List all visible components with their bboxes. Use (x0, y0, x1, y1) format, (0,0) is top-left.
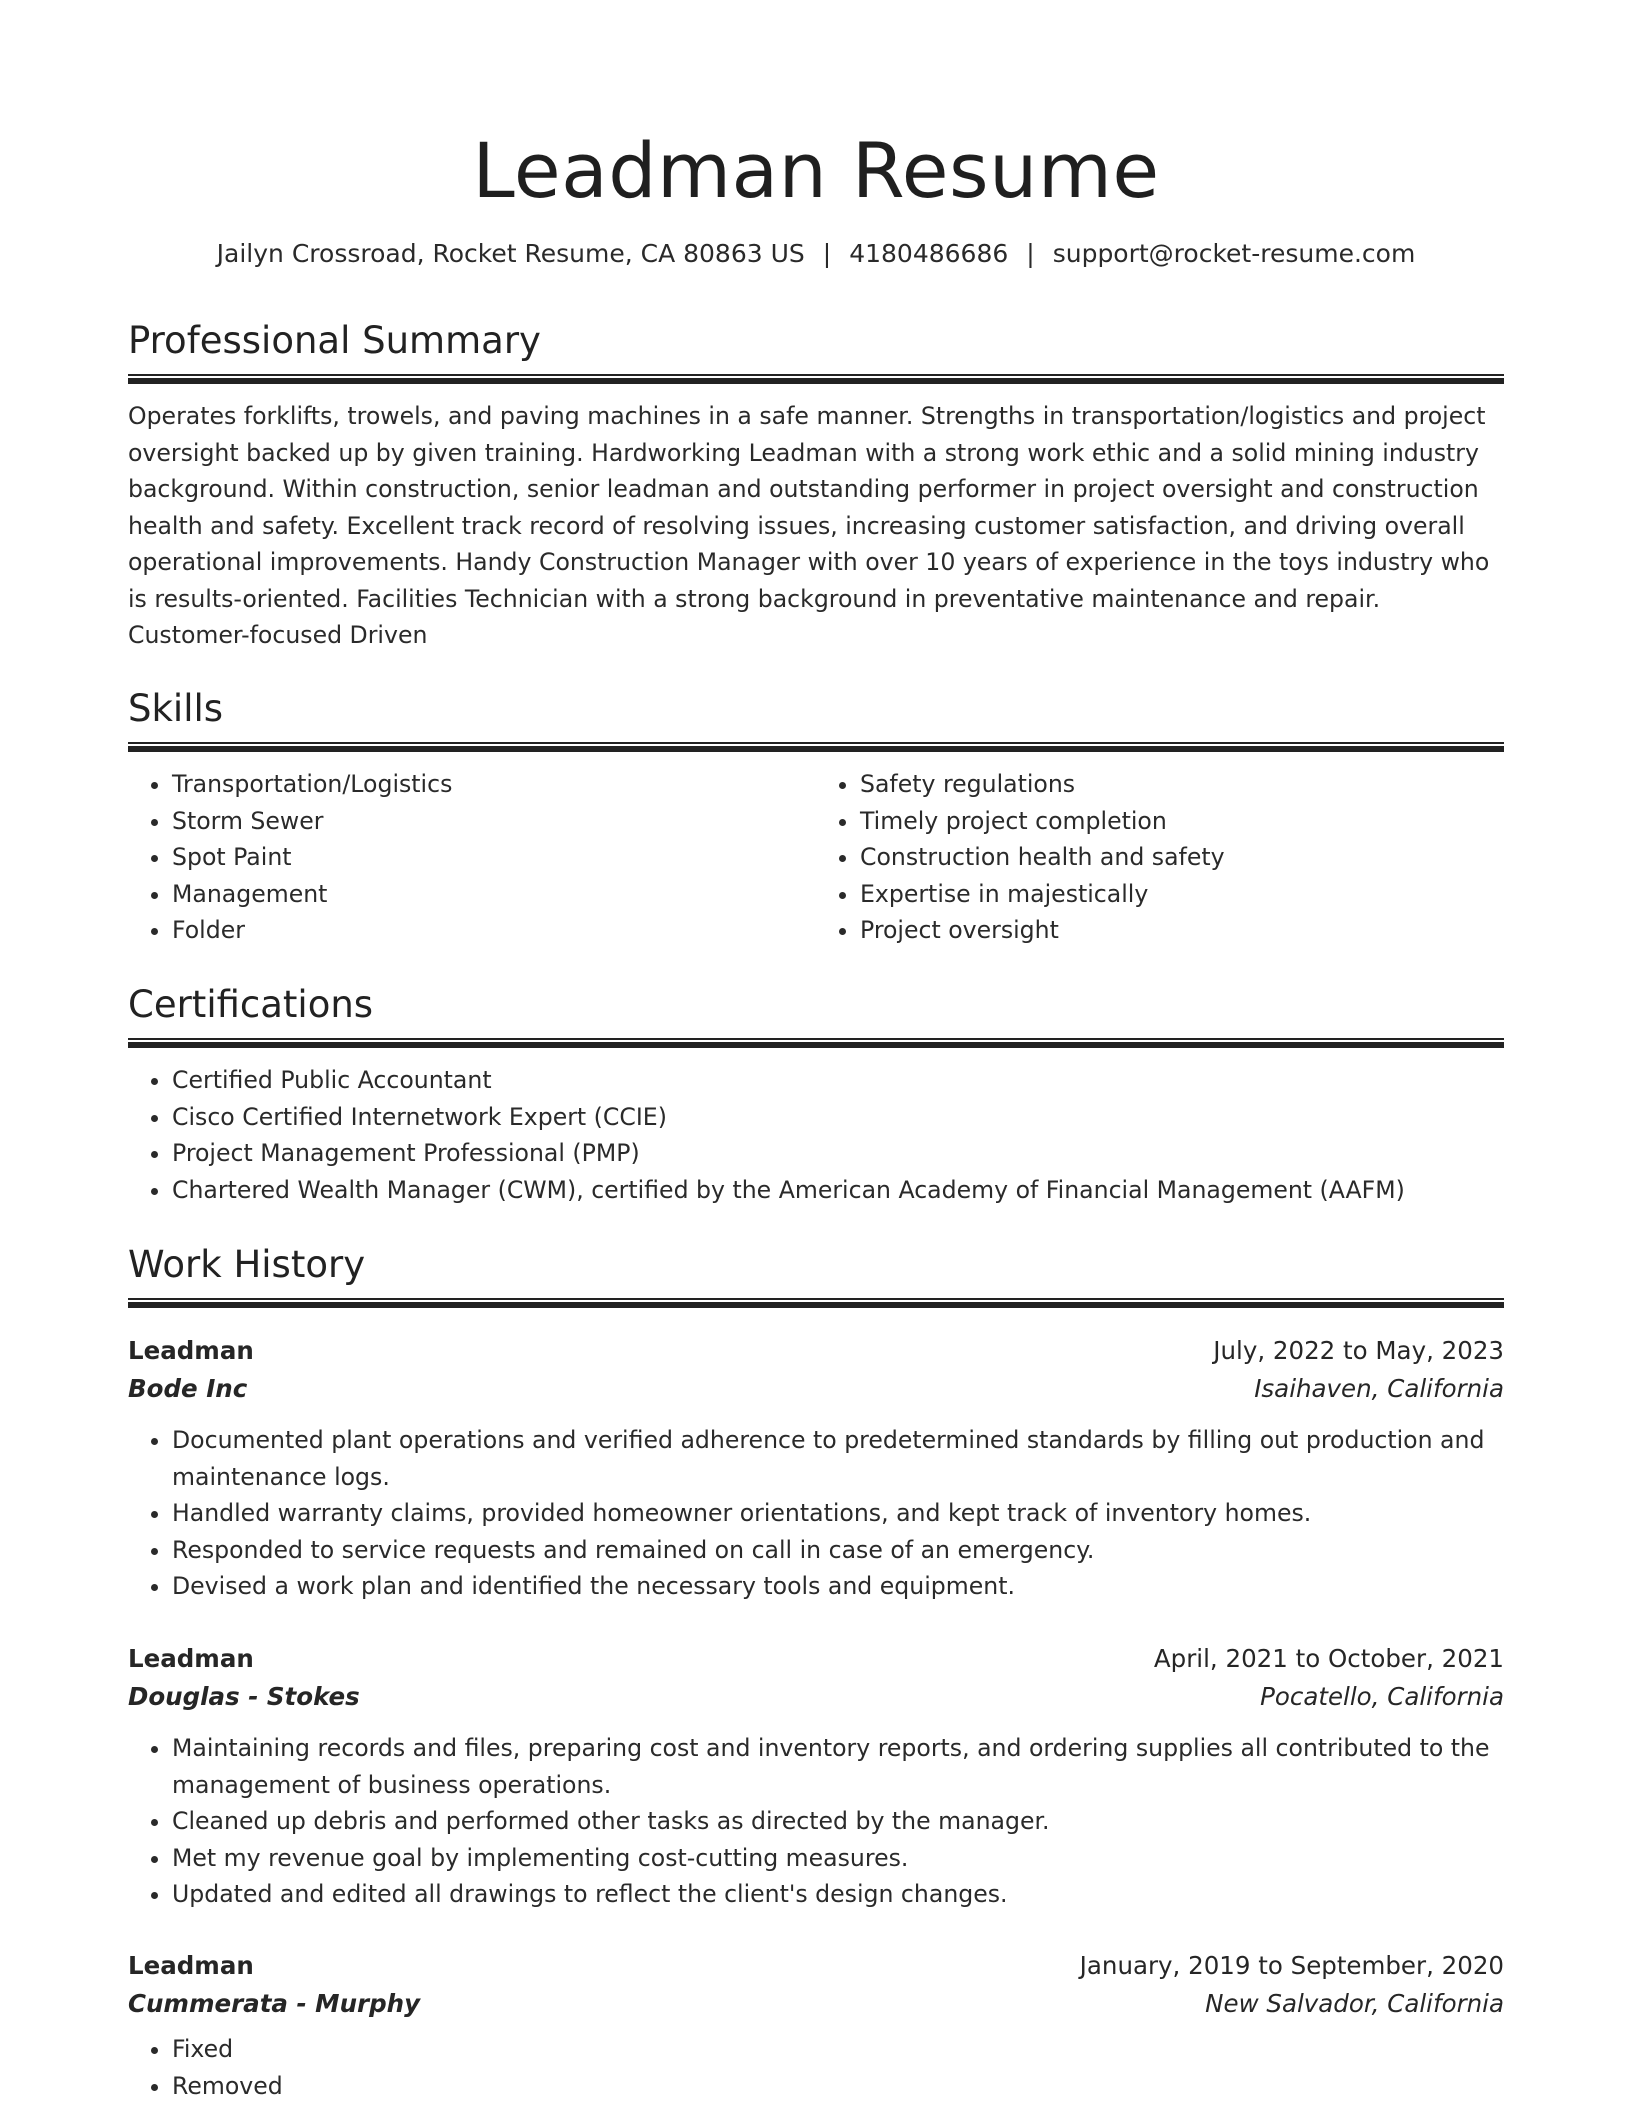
skill-item: • Project oversight (860, 912, 1504, 949)
summary-heading: Professional Summary (128, 319, 541, 362)
job-subheader-row (128, 1678, 1504, 1716)
skills-heading: Skills (128, 687, 224, 730)
certification-item: • Chartered Wealth Manager (CWM), certified by the American Academy of Financial Management (AAFM) (172, 1172, 1504, 1209)
job-bullet: • Met my revenue goal by implementing cost-cutting measures. (172, 1840, 1504, 1877)
skills-grid (128, 752, 1504, 949)
skill-item: • Expertise in majestically (860, 876, 1504, 913)
job-entry (128, 1947, 1504, 2104)
job-company: Douglas - Stokes (128, 1682, 360, 1711)
job-dates: January, 2019 to September, 2020 (1079, 1951, 1504, 1980)
job-bullet: • Maintaining records and files, preparing cost and inventory reports, and ordering supplies all contributed to the management of business operations. (172, 1730, 1504, 1803)
certification-item: • Certified Public Accountant (172, 1062, 1504, 1099)
resume-title: Leadman Resume (472, 126, 1160, 215)
certifications-list (128, 1062, 1504, 1208)
skill-item: • Safety regulations (860, 766, 1504, 803)
job-subheader-row (128, 1985, 1504, 2023)
job-bullets (128, 2031, 1504, 2104)
contact-phone: 4180486686 (849, 239, 1009, 268)
summary-section (128, 318, 1504, 654)
job-bullet: • Cleaned up debris and performed other tasks as directed by the manager. (172, 1803, 1504, 1840)
job-company: Bode Inc (128, 1374, 248, 1403)
job-title: Leadman (128, 1336, 254, 1365)
job-bullet: • Handled warranty claims, provided homeowner orientations, and kept track of inventory homes. (172, 1495, 1504, 1532)
job-subheader-row (128, 1370, 1504, 1408)
job-header-row (128, 1640, 1504, 1678)
job-location: New Salvador, California (1205, 1989, 1504, 2018)
skill-item: • Transportation/Logistics (172, 766, 816, 803)
skill-item: • Folder (172, 912, 816, 949)
skills-list-right (816, 766, 1504, 949)
contact-separator: | (1026, 239, 1035, 268)
section-divider (128, 374, 1504, 384)
contact-line (128, 238, 1504, 270)
skills-section (128, 686, 1504, 949)
certification-item: • Cisco Certified Internetwork Expert (CCIE) (172, 1099, 1504, 1136)
job-dates: April, 2021 to October, 2021 (1153, 1644, 1504, 1673)
section-divider (128, 1298, 1504, 1308)
job-dates: July, 2022 to May, 2023 (1213, 1336, 1504, 1365)
contact-address: Jailyn Crossroad, Rocket Resume, CA 80863 US (216, 239, 805, 268)
skill-item: • Storm Sewer (172, 803, 816, 840)
job-bullet: • Updated and edited all drawings to reflect the client's design changes. (172, 1876, 1504, 1913)
job-company: Cummerata - Murphy (128, 1989, 421, 2018)
job-title: Leadman (128, 1644, 254, 1673)
job-entry (128, 1640, 1504, 1913)
job-bullet: • Documented plant operations and verified adherence to predetermined standards by filling out production and maintenance logs. (172, 1422, 1504, 1495)
job-header-row (128, 1332, 1504, 1370)
skills-list-left (128, 766, 816, 949)
work-history-heading: Work History (128, 1243, 366, 1286)
skill-item: • Management (172, 876, 816, 913)
work-history-section (128, 1242, 1504, 1308)
certification-item: • Project Management Professional (PMP) (172, 1135, 1504, 1172)
job-bullet: • Devised a work plan and identified the necessary tools and equipment. (172, 1568, 1504, 1605)
job-bullets (128, 1730, 1504, 1913)
skill-item: • Timely project completion (860, 803, 1504, 840)
certifications-heading: Certifications (128, 983, 374, 1026)
job-header-row (128, 1947, 1504, 1985)
job-bullet: • Responded to service requests and remained on call in case of an emergency. (172, 1532, 1504, 1569)
job-entry (128, 1332, 1504, 1605)
job-title: Leadman (128, 1951, 254, 1980)
job-bullet: • Removed (172, 2068, 1504, 2105)
contact-separator: | (822, 239, 832, 268)
summary-text: Operates forklifts, trowels, and paving machines in a safe manner. Strengths in transportation/logistics and project oversight backed up by given training. Hardworking Leadman with a strong work ethic and a solid mining industry background. Within construction, senior leadman and outstanding performer in project oversight and construction health and safety. Excellent track record of resolving issues, increasing customer satisfaction, and driving overall operational improvements. Handy Construction Manager with over 10 years of experience in the toys industry who is results-oriented. Facilities Technician with a strong background in preventative maintenance and repair. Customer-focused Driven (128, 402, 1490, 649)
job-location: Pocatello, California (1260, 1682, 1504, 1711)
job-bullet: • Fixed (172, 2031, 1504, 2068)
section-divider (128, 1038, 1504, 1048)
certifications-section (128, 982, 1504, 1208)
job-bullets (128, 1422, 1504, 1605)
job-location: Isaihaven, California (1254, 1374, 1504, 1403)
skill-item: • Construction health and safety (860, 839, 1504, 876)
contact-email: support@rocket-resume.com (1052, 239, 1416, 268)
skill-item: • Spot Paint (172, 839, 816, 876)
section-divider (128, 742, 1504, 752)
